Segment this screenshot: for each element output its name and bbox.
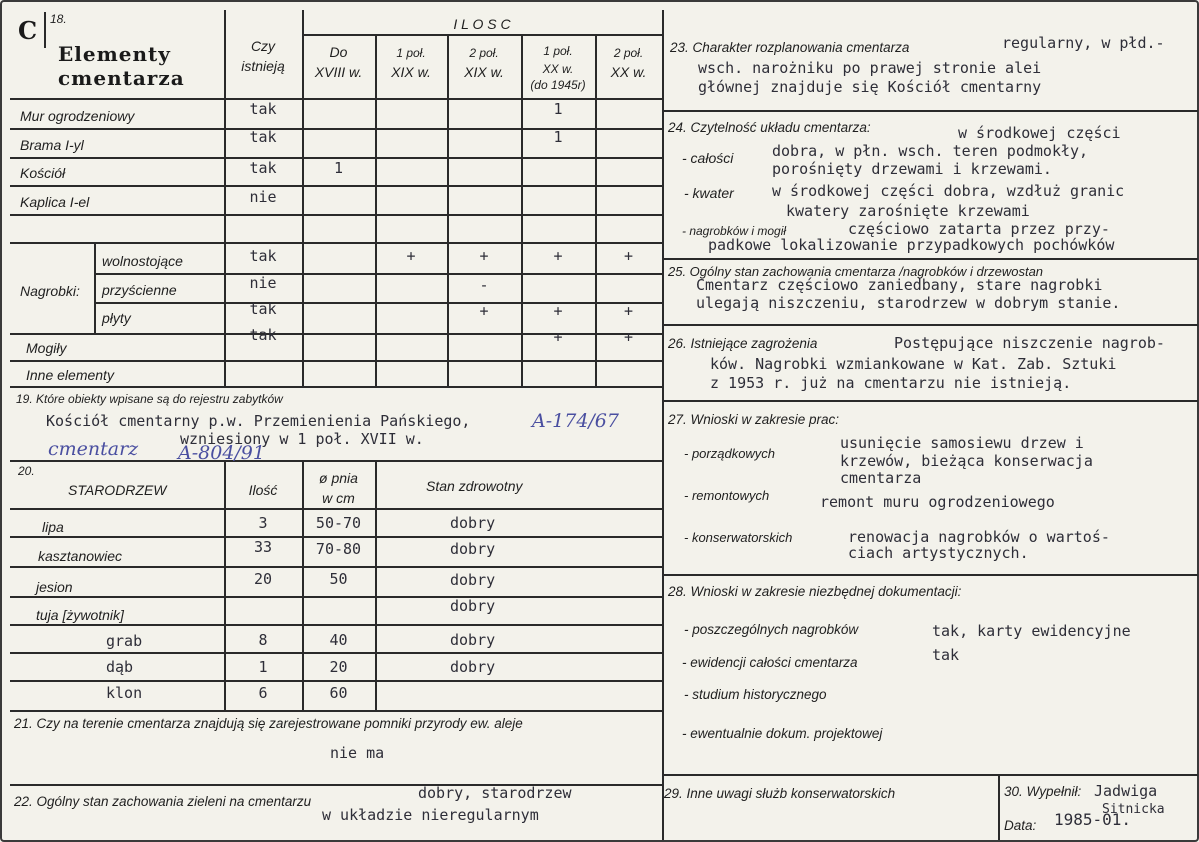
s27-kons-2: ciach artystycznych. [848,544,1029,562]
mark-mogily-p4: + [553,328,563,346]
row-line [10,596,662,598]
s27-kons-1: renowacja nagrobków o wartoś- [848,528,1110,546]
col-line [94,242,96,334]
s26-label: 26. Istniejące zagrożenia [668,336,818,351]
s22-value-2: w układzie nieregularnym [322,806,539,824]
exists-brama: tak [249,128,277,146]
tree-diam: 40 [329,631,348,649]
s29-label: 29. Inne uwagi służb konserwatorskich [664,786,896,801]
section-line [10,460,662,462]
section-line [662,110,1198,112]
title-line-1: Elementy [58,42,171,66]
tree-name: lipa [42,519,64,535]
s24-nagrobki-1: częściowo zatarta przez przy- [848,220,1110,238]
exists-plyty: tak [249,300,277,318]
period-2-l2: XIX w. [391,64,431,80]
row-line [10,185,662,187]
row-label-mur: Mur ogrodzeniowy [20,108,135,124]
row-line [94,273,662,275]
s23-value-1: regularny, w płd.- [1002,34,1165,52]
tree-qty: 1 [258,658,268,676]
mark-wolnostojace-p4: + [553,247,563,265]
s19-handwritten-registry-2: A-804/91 [178,442,265,464]
row-label-kosciol: Kościół [20,165,66,181]
s24-value-0: w środkowej części [958,124,1121,142]
s21-label: 21. Czy na terenie cmentarza znajdują się zarejestrowane pomniki przyrody ew. aleje [14,716,523,731]
s27-porz-3: cmentarza [840,469,922,487]
row-line [10,214,662,216]
tree-qty: 8 [258,631,268,649]
s24-kwater-2: kwatery zarośnięte krzewami [786,202,1030,220]
mark-plyty-p4: + [553,302,563,320]
s28-ew-value: tak [932,646,960,664]
tree-diam: 50-70 [315,514,362,532]
mark-wolnostojace-p2: + [406,247,416,265]
row-line [10,680,662,682]
tree-name: klon [106,684,143,702]
s30-name-1: Jadwiga [1094,782,1158,800]
tree-diam: 20 [329,658,348,676]
mark-plyty-p3: + [479,302,489,320]
s19-line1: Kościół cmentarny p.w. Przemienienia Pańskiego, [46,412,471,430]
tree-qty: 3 [258,514,268,532]
row-line [302,34,662,36]
row-line [10,536,662,538]
s25-value-1: Cmentarz częściowo zaniedbany, stare nagrobki [696,276,1103,294]
s24-kwater-1: w środkowej części dobra, wzdłuż granic [772,182,1125,200]
tree-state: dobry [450,631,496,649]
tree-name: kasztanowiec [38,548,123,564]
s27-porz-2: krzewów, bieżąca konserwacja [840,452,1093,470]
tree-name: tuja [żywotnik] [36,607,124,623]
exists-kosciol: tak [249,159,277,177]
mark-wolnostojace-p5: + [623,247,634,265]
exists-wolnostojace: tak [249,247,277,265]
s19-line2: wzniesiony w 1 poł. XVII w. [180,430,424,448]
section-line [662,324,1198,326]
nagrobki-label: Nagrobki: [20,283,80,299]
s24-nagrobki-label: - nagrobków i mogił [682,224,787,238]
s24-calosci-2: porośnięty drzewami i krzewami. [772,160,1052,178]
tree-name: jesion [36,579,73,595]
s30-label: 30. Wypełnił: [1004,784,1082,799]
s30-date-label: Data: [1004,818,1037,833]
s23-value-3: głównej znajduje się Kościół cmentarny [698,78,1042,96]
s26-value-2: ków. Nagrobki wzmiankowane w Kat. Zab. Sztuki [710,355,1117,373]
tree-qty: 20 [253,570,273,588]
s24-calosci-label: - całości [682,150,734,166]
section-line [662,574,1198,576]
tree-diam: 60 [329,684,348,702]
s26-value-3: z 1953 r. już na cmentarzu nie istnieją. [710,374,1072,392]
tree-name: dąb [106,658,134,676]
row-label-wolnostojace: wolnostojące [102,253,183,269]
header-ilosc: I L O S C [453,16,511,32]
center-divider [662,10,664,840]
row-label-brama: Brama I-yl [20,137,84,153]
period-4-l2: XX w. [542,62,574,76]
s20-header-diam-2: w cm [322,490,355,506]
tree-state: dobry [450,658,496,676]
s27-rem-1: remont muru ogrodzeniowego [820,493,1055,511]
row-line [10,652,662,654]
s28-proj-label: - ewentualnie dokum. projektowej [682,726,883,741]
card-letter: C [18,16,38,45]
header-istnieja: istnieją [241,58,285,74]
tree-name: grab [106,632,143,650]
s27-kons-label: - konserwatorskich [684,530,793,545]
s23-value-2: wsch. narożniku po prawej stronie alei [698,59,1042,77]
period-4-l3: (do 1945r) [530,78,586,92]
s19-handwritten-cmentarz: cmentarz [48,438,139,460]
s27-porz-label: - porządkowych [684,446,776,461]
mark-przyscienne-p3: - [479,276,489,294]
s24-kwater-label: - kwater [684,185,734,201]
col-line [375,460,377,710]
row-line [10,386,662,388]
row-line [10,624,662,626]
row-label-przyscienne: przyścienne [102,282,177,298]
period-3-l1: 2 poł. [469,46,499,60]
tree-state: dobry [450,540,496,558]
col-line [998,774,1000,840]
title-line-2: cmentarza [58,66,185,90]
mark-brama-p4: 1 [553,128,563,146]
mark-plyty-p5: + [623,302,634,320]
exists-kaplica: nie [249,188,277,206]
tree-state: dobry [450,571,496,589]
row-line [10,566,662,568]
s28-stud-label: - studium historycznego [684,687,827,702]
row-label-plyty: płyty [102,310,131,326]
mark-mur-p4: 1 [553,100,563,118]
period-1-l2: XVIII w. [314,64,363,80]
s26-value-1: Postępujące niszczenie nagrob- [894,334,1165,352]
s24-nagrobki-2: padkowe lokalizowanie przypadkowych pochówków [708,236,1115,254]
s27-porz-1: usunięcie samosiewu drzew i [840,434,1084,452]
mark-kosciol-p1: 1 [333,159,344,177]
period-5-l2: XX w. [610,64,647,80]
s20-header-name: STARODRZEW [68,482,167,498]
section-line [662,774,1198,776]
section-line [662,258,1198,260]
s24-label: 24. Czytelność układu cmentarza: [668,120,871,135]
s28-label: 28. Wnioski w zakresie niezbędnej dokumentacji: [668,584,962,599]
row-label-mogily: Mogiły [26,340,67,356]
s23-label: 23. Charakter rozplanowania cmentarza [670,40,910,55]
mark-mogily-p5: + [623,328,634,346]
s19-handwritten-registry-1: A-174/67 [532,410,619,432]
s25-value-2: ulegają niszczeniu, starodrzew w dobrym stanie. [696,294,1121,312]
s21-value: nie ma [330,744,385,762]
s30-date: 1985-01. [1054,810,1132,829]
row-label-kaplica: Kaplica I-el [20,194,90,210]
section-line [662,400,1198,402]
tree-diam: 70-80 [315,540,362,558]
s28-pos-value: tak, karty ewidencyjne [932,622,1131,640]
row-line [10,508,662,510]
tree-state: dobry [450,597,496,615]
exists-mogily: tak [249,326,277,344]
section-line [10,710,662,712]
letter-box-line [44,12,46,48]
s28-ew-label: - ewidencji całości cmentarza [682,655,858,670]
row-line [10,242,662,244]
s20-number: 20. [18,464,35,478]
period-5-l1: 2 poł. [613,46,644,60]
s22-value-1: dobry, starodrzew [418,784,572,802]
exists-mur: tak [249,100,277,118]
mark-wolnostojace-p3: + [479,247,489,265]
exists-przyscienne: nie [249,274,277,292]
period-4-l1: 1 poł. [543,44,573,58]
tree-diam: 50 [329,570,348,588]
s19-label: 19. Które obiekty wpisane są do rejestru zabytków [16,392,283,406]
tree-qty: 33 [253,538,273,556]
s30-name-2: Sitnicka [1102,802,1165,817]
period-2-l1: 1 poł. [396,46,426,60]
s27-rem-label: - remontowych [684,488,770,503]
period-3-l2: XIX w. [464,64,504,80]
header-czy: Czy [250,38,276,54]
s22-label: 22. Ogólny stan zachowania zieleni na cmentarzu [14,794,312,809]
row-line [10,360,662,362]
s28-pos-label: - poszczególnych nagrobków [684,622,859,637]
tree-qty: 6 [258,684,268,702]
section-number: 18. [50,12,67,26]
s20-header-state: Stan zdrowotny [426,478,523,494]
s27-label: 27. Wnioski w zakresie prac: [668,412,840,427]
s20-header-qty: Ilość [248,482,278,498]
row-label-inne: Inne elementy [26,367,114,383]
tree-state: dobry [450,514,496,532]
s24-calosci-1: dobra, w płn. wsch. teren podmokły, [772,142,1089,160]
period-1-l1: Do [329,44,348,60]
s25-label: 25. Ogólny stan zachowania cmentarza /nagrobków i drzewostan [668,264,1044,279]
s20-header-diam-1: ø pnia [319,470,358,486]
